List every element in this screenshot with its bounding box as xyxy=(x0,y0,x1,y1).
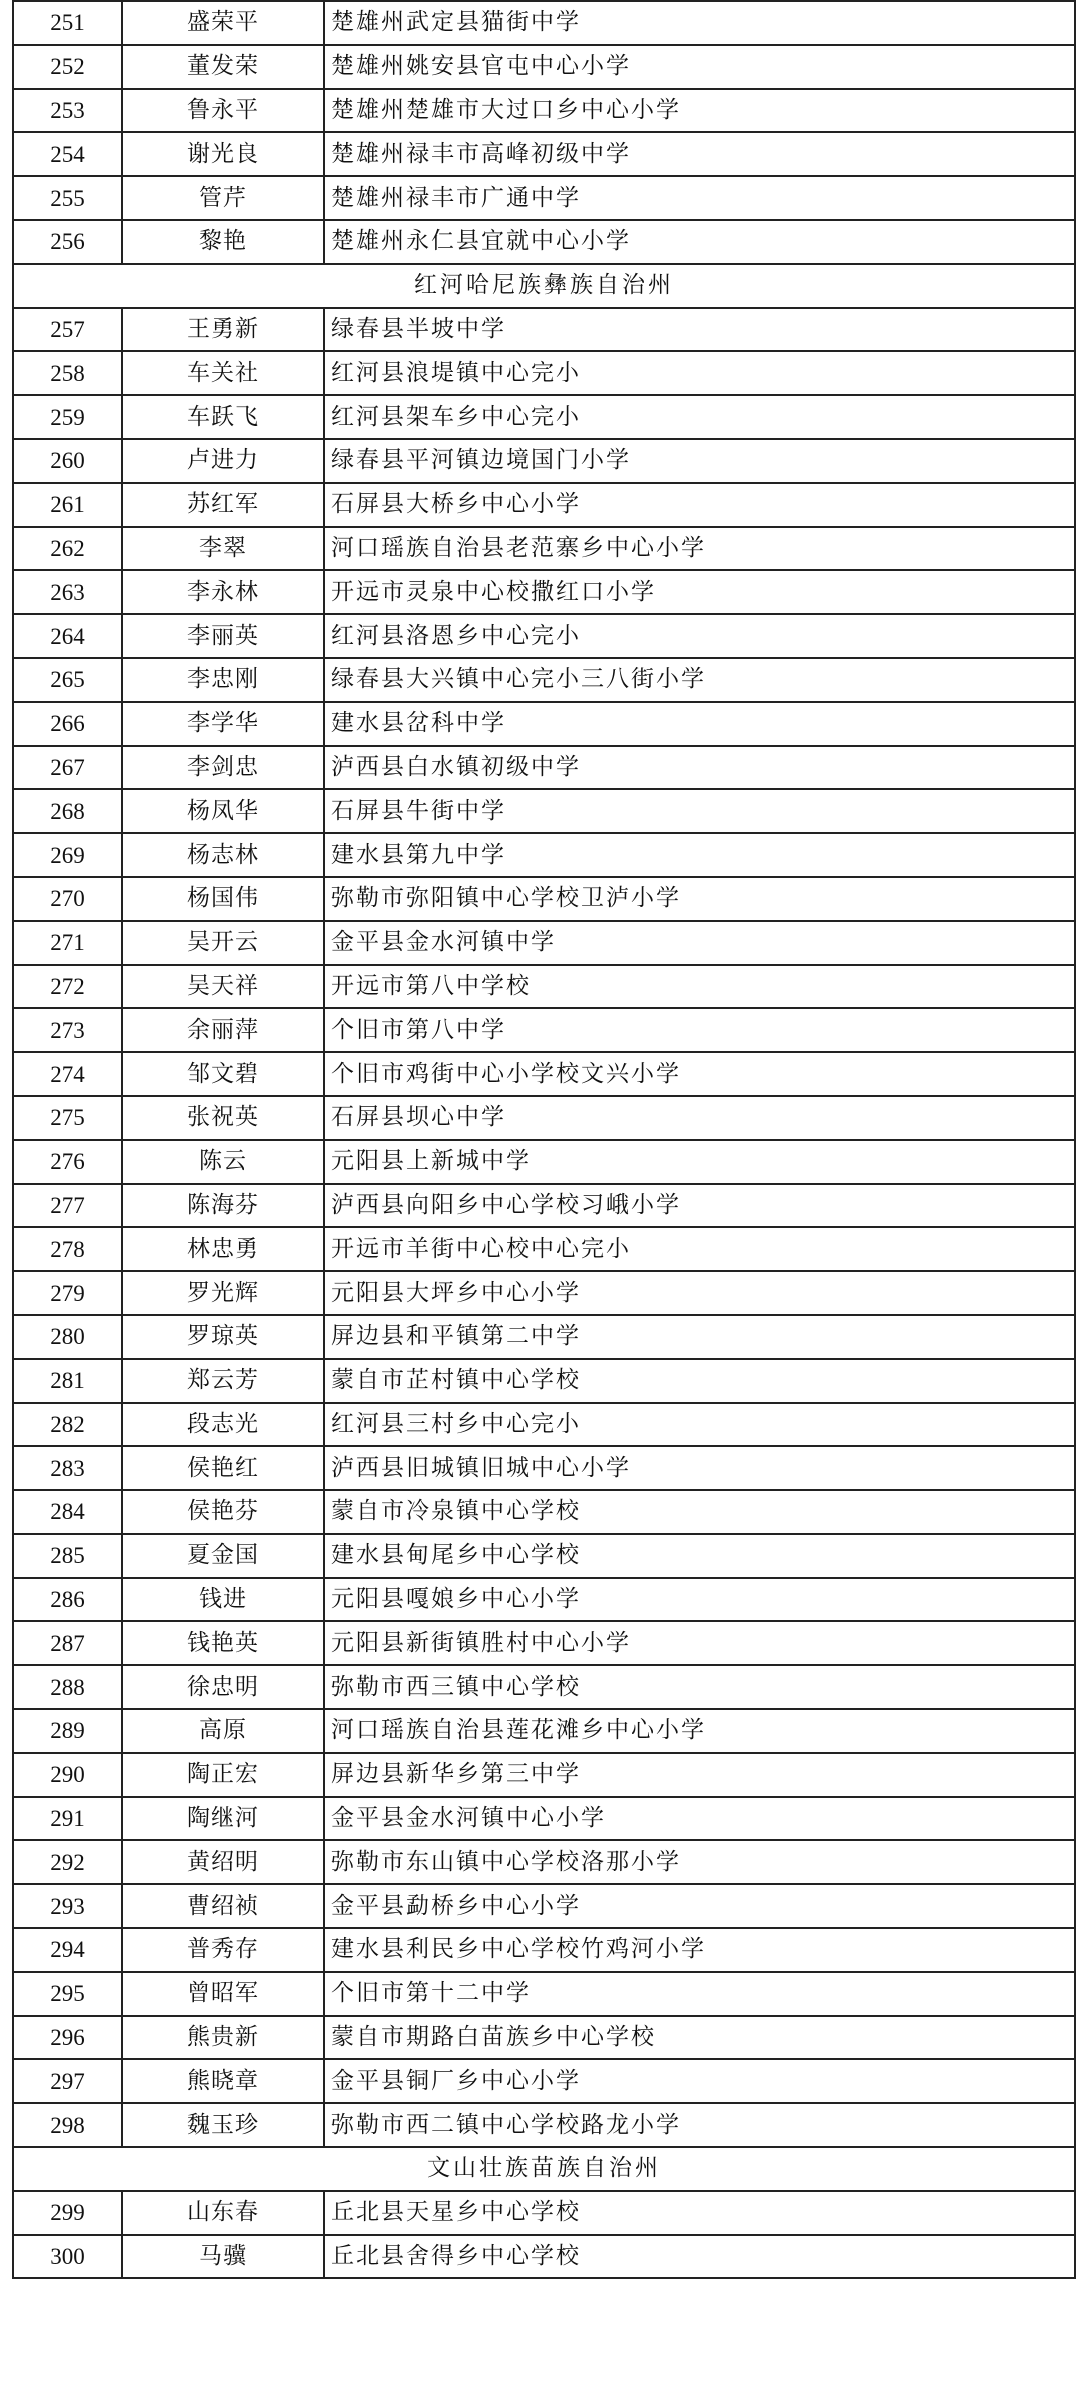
teacher-name: 董发荣 xyxy=(122,45,324,89)
teacher-name: 曾昭军 xyxy=(122,1972,324,2016)
row-number: 299 xyxy=(13,2191,122,2235)
row-number: 255 xyxy=(13,176,122,220)
school-name: 建水县第九中学 xyxy=(324,833,1075,877)
region-name: 红河哈尼族彝族自治州 xyxy=(13,264,1075,308)
school-name: 石屏县大桥乡中心小学 xyxy=(324,483,1075,527)
teacher-name: 苏红军 xyxy=(122,483,324,527)
table-row xyxy=(13,1534,1075,1578)
table-row xyxy=(13,570,1075,614)
row-number: 292 xyxy=(13,1840,122,1884)
row-number: 286 xyxy=(13,1578,122,1622)
school-name: 开远市第八中学校 xyxy=(324,965,1075,1009)
teacher-name: 张祝英 xyxy=(122,1096,324,1140)
teacher-name: 林忠勇 xyxy=(122,1227,324,1271)
teacher-name: 谢光良 xyxy=(122,132,324,176)
row-number: 269 xyxy=(13,833,122,877)
school-name: 河口瑶族自治县老范寨乡中心小学 xyxy=(324,527,1075,571)
teacher-name: 熊晓章 xyxy=(122,2059,324,2103)
row-number: 290 xyxy=(13,1753,122,1797)
row-number: 291 xyxy=(13,1797,122,1841)
row-number: 283 xyxy=(13,1446,122,1490)
school-name: 弥勒市西二镇中心学校路龙小学 xyxy=(324,2103,1075,2147)
teacher-name: 鲁永平 xyxy=(122,89,324,133)
school-name: 弥勒市弥阳镇中心学校卫泸小学 xyxy=(324,877,1075,921)
teacher-name: 黄绍明 xyxy=(122,1840,324,1884)
row-number: 270 xyxy=(13,877,122,921)
teacher-name: 徐忠明 xyxy=(122,1665,324,1709)
school-name: 开远市羊街中心校中心完小 xyxy=(324,1227,1075,1271)
teacher-name: 吴天祥 xyxy=(122,965,324,1009)
teacher-name: 李剑忠 xyxy=(122,746,324,790)
table-row xyxy=(13,1140,1075,1184)
teacher-name: 罗光辉 xyxy=(122,1271,324,1315)
school-name: 建水县岔科中学 xyxy=(324,702,1075,746)
teacher-name: 陈海芬 xyxy=(122,1184,324,1228)
table-row xyxy=(13,1315,1075,1359)
school-name: 丘北县天星乡中心学校 xyxy=(324,2191,1075,2235)
row-number: 251 xyxy=(13,1,122,45)
teacher-name: 吴开云 xyxy=(122,921,324,965)
table-row xyxy=(13,1184,1075,1228)
table-row xyxy=(13,789,1075,833)
school-name: 绿春县平河镇边境国门小学 xyxy=(324,439,1075,483)
school-name: 开远市灵泉中心校撒红口小学 xyxy=(324,570,1075,614)
school-name: 建水县甸尾乡中心学校 xyxy=(324,1534,1075,1578)
school-name: 屏边县和平镇第二中学 xyxy=(324,1315,1075,1359)
school-name: 建水县利民乡中心学校竹鸡河小学 xyxy=(324,1928,1075,1972)
table-row xyxy=(13,1578,1075,1622)
region-header-row xyxy=(13,2147,1075,2191)
school-name: 屏边县新华乡第三中学 xyxy=(324,1753,1075,1797)
teacher-name: 管芹 xyxy=(122,176,324,220)
teacher-name: 杨志林 xyxy=(122,833,324,877)
row-number: 298 xyxy=(13,2103,122,2147)
teacher-name: 魏玉珍 xyxy=(122,2103,324,2147)
school-name: 泸西县旧城镇旧城中心小学 xyxy=(324,1446,1075,1490)
school-name: 元阳县上新城中学 xyxy=(324,1140,1075,1184)
school-name: 元阳县新街镇胜村中心小学 xyxy=(324,1621,1075,1665)
row-number: 262 xyxy=(13,527,122,571)
school-name: 楚雄州楚雄市大过口乡中心小学 xyxy=(324,89,1075,133)
row-number: 259 xyxy=(13,395,122,439)
teacher-name: 李永林 xyxy=(122,570,324,614)
table-row xyxy=(13,877,1075,921)
row-number: 265 xyxy=(13,658,122,702)
teacher-name: 卢进力 xyxy=(122,439,324,483)
table-row xyxy=(13,1490,1075,1534)
row-number: 254 xyxy=(13,132,122,176)
row-number: 282 xyxy=(13,1403,122,1447)
table-row xyxy=(13,1840,1075,1884)
school-name: 河口瑶族自治县莲花滩乡中心小学 xyxy=(324,1709,1075,1753)
row-number: 266 xyxy=(13,702,122,746)
table-row xyxy=(13,1271,1075,1315)
table-row xyxy=(13,1797,1075,1841)
row-number: 279 xyxy=(13,1271,122,1315)
row-number: 253 xyxy=(13,89,122,133)
table-row xyxy=(13,1,1075,45)
school-name: 弥勒市西三镇中心学校 xyxy=(324,1665,1075,1709)
school-name: 个旧市第十二中学 xyxy=(324,1972,1075,2016)
table-row xyxy=(13,483,1075,527)
row-number: 285 xyxy=(13,1534,122,1578)
school-name: 楚雄州禄丰市高峰初级中学 xyxy=(324,132,1075,176)
school-name: 元阳县嘎娘乡中心小学 xyxy=(324,1578,1075,1622)
teacher-name: 罗琼英 xyxy=(122,1315,324,1359)
school-name: 绿春县大兴镇中心完小三八街小学 xyxy=(324,658,1075,702)
row-number: 252 xyxy=(13,45,122,89)
teacher-name: 王勇新 xyxy=(122,308,324,352)
school-name: 金平县铜厂乡中心小学 xyxy=(324,2059,1075,2103)
table-row xyxy=(13,1928,1075,1972)
table-row xyxy=(13,1753,1075,1797)
school-name: 丘北县舍得乡中心学校 xyxy=(324,2235,1075,2279)
school-name: 楚雄州永仁县宜就中心小学 xyxy=(324,220,1075,264)
teacher-name: 郑云芳 xyxy=(122,1359,324,1403)
region-header-row xyxy=(13,264,1075,308)
teacher-name: 普秀存 xyxy=(122,1928,324,1972)
row-number: 258 xyxy=(13,351,122,395)
table-row xyxy=(13,45,1075,89)
school-name: 弥勒市东山镇中心学校洛那小学 xyxy=(324,1840,1075,1884)
table-row xyxy=(13,965,1075,1009)
teacher-name: 段志光 xyxy=(122,1403,324,1447)
school-name: 金平县金水河镇中心小学 xyxy=(324,1797,1075,1841)
teacher-name: 黎艳 xyxy=(122,220,324,264)
school-name: 蒙自市芷村镇中心学校 xyxy=(324,1359,1075,1403)
teacher-name: 陶继河 xyxy=(122,1797,324,1841)
table-row xyxy=(13,439,1075,483)
teacher-name: 曹绍祯 xyxy=(122,1884,324,1928)
table-row xyxy=(13,746,1075,790)
teacher-name: 熊贵新 xyxy=(122,2016,324,2060)
row-number: 261 xyxy=(13,483,122,527)
row-number: 276 xyxy=(13,1140,122,1184)
table-row xyxy=(13,1008,1075,1052)
school-name: 个旧市第八中学 xyxy=(324,1008,1075,1052)
teacher-name: 夏金国 xyxy=(122,1534,324,1578)
table-row xyxy=(13,395,1075,439)
row-number: 293 xyxy=(13,1884,122,1928)
table-row xyxy=(13,1052,1075,1096)
row-number: 268 xyxy=(13,789,122,833)
teacher-name: 余丽萍 xyxy=(122,1008,324,1052)
teacher-name: 山东春 xyxy=(122,2191,324,2235)
table-row xyxy=(13,2191,1075,2235)
row-number: 278 xyxy=(13,1227,122,1271)
teacher-list-table xyxy=(12,0,1076,2279)
teacher-name: 杨国伟 xyxy=(122,877,324,921)
school-name: 楚雄州禄丰市广通中学 xyxy=(324,176,1075,220)
teacher-name: 侯艳红 xyxy=(122,1446,324,1490)
row-number: 277 xyxy=(13,1184,122,1228)
school-name: 石屏县牛街中学 xyxy=(324,789,1075,833)
table-row xyxy=(13,2103,1075,2147)
row-number: 267 xyxy=(13,746,122,790)
table-row xyxy=(13,1359,1075,1403)
table-row xyxy=(13,308,1075,352)
school-name: 元阳县大坪乡中心小学 xyxy=(324,1271,1075,1315)
table-row xyxy=(13,351,1075,395)
teacher-name: 马骥 xyxy=(122,2235,324,2279)
row-number: 300 xyxy=(13,2235,122,2279)
table-row xyxy=(13,1227,1075,1271)
table-row xyxy=(13,833,1075,877)
teacher-name: 高原 xyxy=(122,1709,324,1753)
teacher-name: 陈云 xyxy=(122,1140,324,1184)
table-body xyxy=(13,1,1075,2278)
row-number: 273 xyxy=(13,1008,122,1052)
school-name: 个旧市鸡街中心小学校文兴小学 xyxy=(324,1052,1075,1096)
table-row xyxy=(13,89,1075,133)
row-number: 264 xyxy=(13,614,122,658)
school-name: 金平县金水河镇中学 xyxy=(324,921,1075,965)
table-row xyxy=(13,1665,1075,1709)
school-name: 金平县勐桥乡中心小学 xyxy=(324,1884,1075,1928)
school-name: 石屏县坝心中学 xyxy=(324,1096,1075,1140)
table-row xyxy=(13,2059,1075,2103)
row-number: 275 xyxy=(13,1096,122,1140)
row-number: 284 xyxy=(13,1490,122,1534)
table-row xyxy=(13,1709,1075,1753)
table-row xyxy=(13,1403,1075,1447)
school-name: 绿春县半坡中学 xyxy=(324,308,1075,352)
table-row xyxy=(13,658,1075,702)
table-row xyxy=(13,2235,1075,2279)
teacher-name: 李忠刚 xyxy=(122,658,324,702)
school-name: 红河县三村乡中心完小 xyxy=(324,1403,1075,1447)
table-row xyxy=(13,176,1075,220)
teacher-name: 杨凤华 xyxy=(122,789,324,833)
table-row xyxy=(13,527,1075,571)
school-name: 泸西县白水镇初级中学 xyxy=(324,746,1075,790)
table-row xyxy=(13,702,1075,746)
teacher-name: 钱艳英 xyxy=(122,1621,324,1665)
table-row xyxy=(13,220,1075,264)
teacher-name: 李翠 xyxy=(122,527,324,571)
school-name: 楚雄州姚安县官屯中心小学 xyxy=(324,45,1075,89)
school-name: 泸西县向阳乡中心学校习峨小学 xyxy=(324,1184,1075,1228)
teacher-name: 陶正宏 xyxy=(122,1753,324,1797)
teacher-name: 侯艳芬 xyxy=(122,1490,324,1534)
school-name: 蒙自市期路白苗族乡中心学校 xyxy=(324,2016,1075,2060)
row-number: 281 xyxy=(13,1359,122,1403)
row-number: 274 xyxy=(13,1052,122,1096)
school-name: 楚雄州武定县猫街中学 xyxy=(324,1,1075,45)
row-number: 294 xyxy=(13,1928,122,1972)
table-row xyxy=(13,614,1075,658)
table-row xyxy=(13,1446,1075,1490)
table-row xyxy=(13,1621,1075,1665)
region-name: 文山壮族苗族自治州 xyxy=(13,2147,1075,2191)
teacher-name: 李学华 xyxy=(122,702,324,746)
teacher-name: 李丽英 xyxy=(122,614,324,658)
table-row xyxy=(13,1096,1075,1140)
row-number: 280 xyxy=(13,1315,122,1359)
school-name: 红河县浪堤镇中心完小 xyxy=(324,351,1075,395)
school-name: 红河县架车乡中心完小 xyxy=(324,395,1075,439)
row-number: 271 xyxy=(13,921,122,965)
row-number: 296 xyxy=(13,2016,122,2060)
row-number: 297 xyxy=(13,2059,122,2103)
teacher-name: 邹文碧 xyxy=(122,1052,324,1096)
table-row xyxy=(13,1972,1075,2016)
row-number: 295 xyxy=(13,1972,122,2016)
teacher-name: 盛荣平 xyxy=(122,1,324,45)
teacher-name: 车关社 xyxy=(122,351,324,395)
table-row xyxy=(13,921,1075,965)
table-row xyxy=(13,132,1075,176)
row-number: 272 xyxy=(13,965,122,1009)
row-number: 263 xyxy=(13,570,122,614)
row-number: 288 xyxy=(13,1665,122,1709)
row-number: 287 xyxy=(13,1621,122,1665)
table-row xyxy=(13,2016,1075,2060)
row-number: 260 xyxy=(13,439,122,483)
row-number: 257 xyxy=(13,308,122,352)
table-row xyxy=(13,1884,1075,1928)
school-name: 蒙自市冷泉镇中心学校 xyxy=(324,1490,1075,1534)
teacher-name: 车跃飞 xyxy=(122,395,324,439)
teacher-name: 钱进 xyxy=(122,1578,324,1622)
row-number: 256 xyxy=(13,220,122,264)
school-name: 红河县洛恩乡中心完小 xyxy=(324,614,1075,658)
row-number: 289 xyxy=(13,1709,122,1753)
